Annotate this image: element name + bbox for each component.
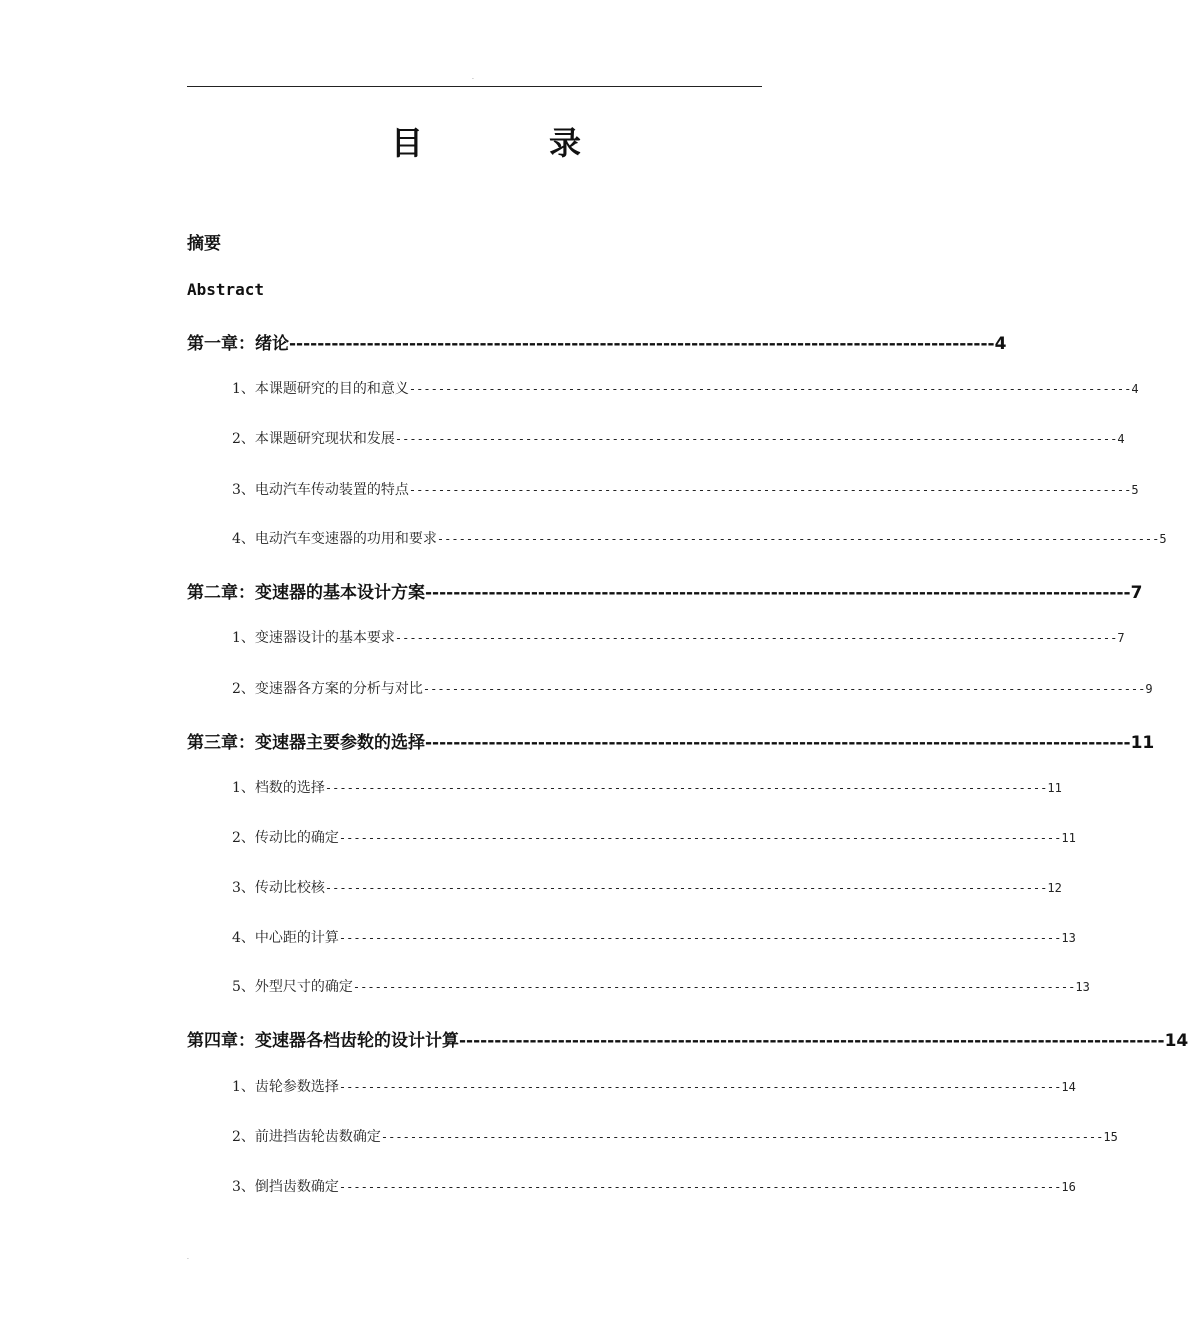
toc-page-number: 5 (1131, 483, 1139, 497)
toc-page-number: 11 (1061, 831, 1076, 845)
dot-leader: ---------------------------------------------------------------------------------------------------- (352, 980, 1076, 994)
toc-entry-label: 1、齿轮参数选择 (232, 1079, 339, 1095)
toc-chapter-3[interactable] (187, 728, 1155, 753)
toc-entry-label: 2、变速器各方案的分析与对比 (232, 681, 423, 697)
dot-leader: ---------------------------------------------------------------------------------------------------- (324, 781, 1048, 795)
toc-entry-label: 2、传动比的确定 (232, 830, 339, 846)
toc-page-number: 16 (1061, 1180, 1076, 1194)
toc-section[interactable] (232, 678, 1153, 698)
toc-page-number: 7 (1130, 583, 1143, 603)
dot-leader: ---------------------------------------------------------------------------------------------------- (324, 881, 1048, 895)
toc-entry-label: 3、倒挡齿数确定 (232, 1179, 339, 1195)
toc-entry-label: 第二章：变速器的基本设计方案 (187, 583, 425, 603)
toc-section[interactable] (232, 528, 1167, 548)
toc-section[interactable] (232, 479, 1139, 499)
toc-entry-label: Abstract (187, 280, 265, 299)
toc-entry-label: 2、前进挡齿轮齿数确定 (232, 1129, 381, 1145)
toc-entry-label: 4、电动汽车变速器的功用和要求 (232, 531, 437, 547)
page-title (187, 118, 762, 162)
toc-entry-label: 2、本课题研究现状和发展 (232, 431, 395, 447)
header-rule (187, 86, 762, 87)
toc-section[interactable] (232, 777, 1062, 797)
toc-entry-label: 3、电动汽车传动装置的特点 (232, 482, 409, 498)
toc-page-number: 4 (1117, 432, 1125, 446)
dot-leader: ---------------------------------------------------------------------------------------------------- (408, 382, 1132, 396)
dot-leader: ---------------------------------------------------------------------------------------------------- (425, 733, 1131, 753)
toc-section[interactable] (232, 927, 1076, 947)
dot-leader: ---------------------------------------------------------------------------------------------------- (459, 1031, 1165, 1051)
toc-entry-label: 第一章：绪论 (187, 334, 289, 354)
toc-entry-abstract-en[interactable] (187, 280, 264, 299)
toc-entry-label: 第三章：变速器主要参数的选择 (187, 733, 425, 753)
toc-entry-label: 第四章：变速器各档齿轮的设计计算 (187, 1031, 459, 1051)
footer-dot: . (187, 1254, 189, 1261)
header-dot: . (472, 74, 474, 81)
toc-page-number: 4 (1131, 382, 1139, 396)
toc-section[interactable] (232, 976, 1090, 996)
toc-section[interactable] (232, 1076, 1076, 1096)
toc-entry-label: 1、本课题研究的目的和意义 (232, 381, 409, 397)
dot-leader: ---------------------------------------------------------------------------------------------------- (436, 532, 1160, 546)
dot-leader: ---------------------------------------------------------------------------------------------------- (289, 334, 995, 354)
toc-chapter-1[interactable] (187, 329, 1007, 354)
toc-page-number: 15 (1103, 1130, 1118, 1144)
toc-page-number: 7 (1117, 631, 1125, 645)
dot-leader: ---------------------------------------------------------------------------------------------------- (422, 682, 1146, 696)
toc-entry-label: 3、传动比校核 (232, 880, 325, 896)
toc-page-number: 9 (1145, 682, 1153, 696)
dot-leader: ---------------------------------------------------------------------------------------------------- (338, 1080, 1062, 1094)
toc-chapter-4[interactable] (187, 1026, 1188, 1051)
toc-section[interactable] (232, 1176, 1076, 1196)
toc-page-number: 13 (1061, 931, 1076, 945)
toc-section[interactable] (232, 378, 1139, 398)
dot-leader: ---------------------------------------------------------------------------------------------------- (425, 583, 1131, 603)
dot-leader: ---------------------------------------------------------------------------------------------------- (408, 483, 1132, 497)
title-char-2: 录 (549, 124, 582, 162)
toc-page-number: 13 (1075, 980, 1090, 994)
toc-section[interactable] (232, 627, 1125, 647)
toc-entry-label: 1、档数的选择 (232, 780, 325, 796)
toc-entry-label: 摘要 (187, 234, 221, 254)
toc-page-number: 4 (994, 334, 1007, 354)
dot-leader: ---------------------------------------------------------------------------------------------------- (338, 831, 1062, 845)
dot-leader: ---------------------------------------------------------------------------------------------------- (394, 432, 1118, 446)
toc-section[interactable] (232, 877, 1062, 897)
dot-leader: ---------------------------------------------------------------------------------------------------- (338, 1180, 1062, 1194)
toc-entry-abstract-cn[interactable] (187, 229, 221, 254)
dot-leader: ---------------------------------------------------------------------------------------------------- (380, 1130, 1104, 1144)
title-char-1: 目 (391, 124, 424, 162)
toc-section[interactable] (232, 428, 1125, 448)
dot-leader: ---------------------------------------------------------------------------------------------------- (394, 631, 1118, 645)
toc-chapter-2[interactable] (187, 578, 1143, 603)
toc-section[interactable] (232, 827, 1076, 847)
toc-section[interactable] (232, 1126, 1118, 1146)
toc-page-number: 11 (1047, 781, 1062, 795)
toc-entry-label: 4、中心距的计算 (232, 930, 339, 946)
toc-page-number: 11 (1130, 733, 1155, 753)
toc-entry-label: 1、变速器设计的基本要求 (232, 630, 395, 646)
toc-page-number: 12 (1047, 881, 1062, 895)
toc-page-number: 14 (1164, 1031, 1188, 1051)
toc-entry-label: 5、外型尺寸的确定 (232, 979, 353, 995)
toc-page-number: 14 (1061, 1080, 1076, 1094)
toc-page-number: 5 (1159, 532, 1167, 546)
dot-leader: ---------------------------------------------------------------------------------------------------- (338, 931, 1062, 945)
